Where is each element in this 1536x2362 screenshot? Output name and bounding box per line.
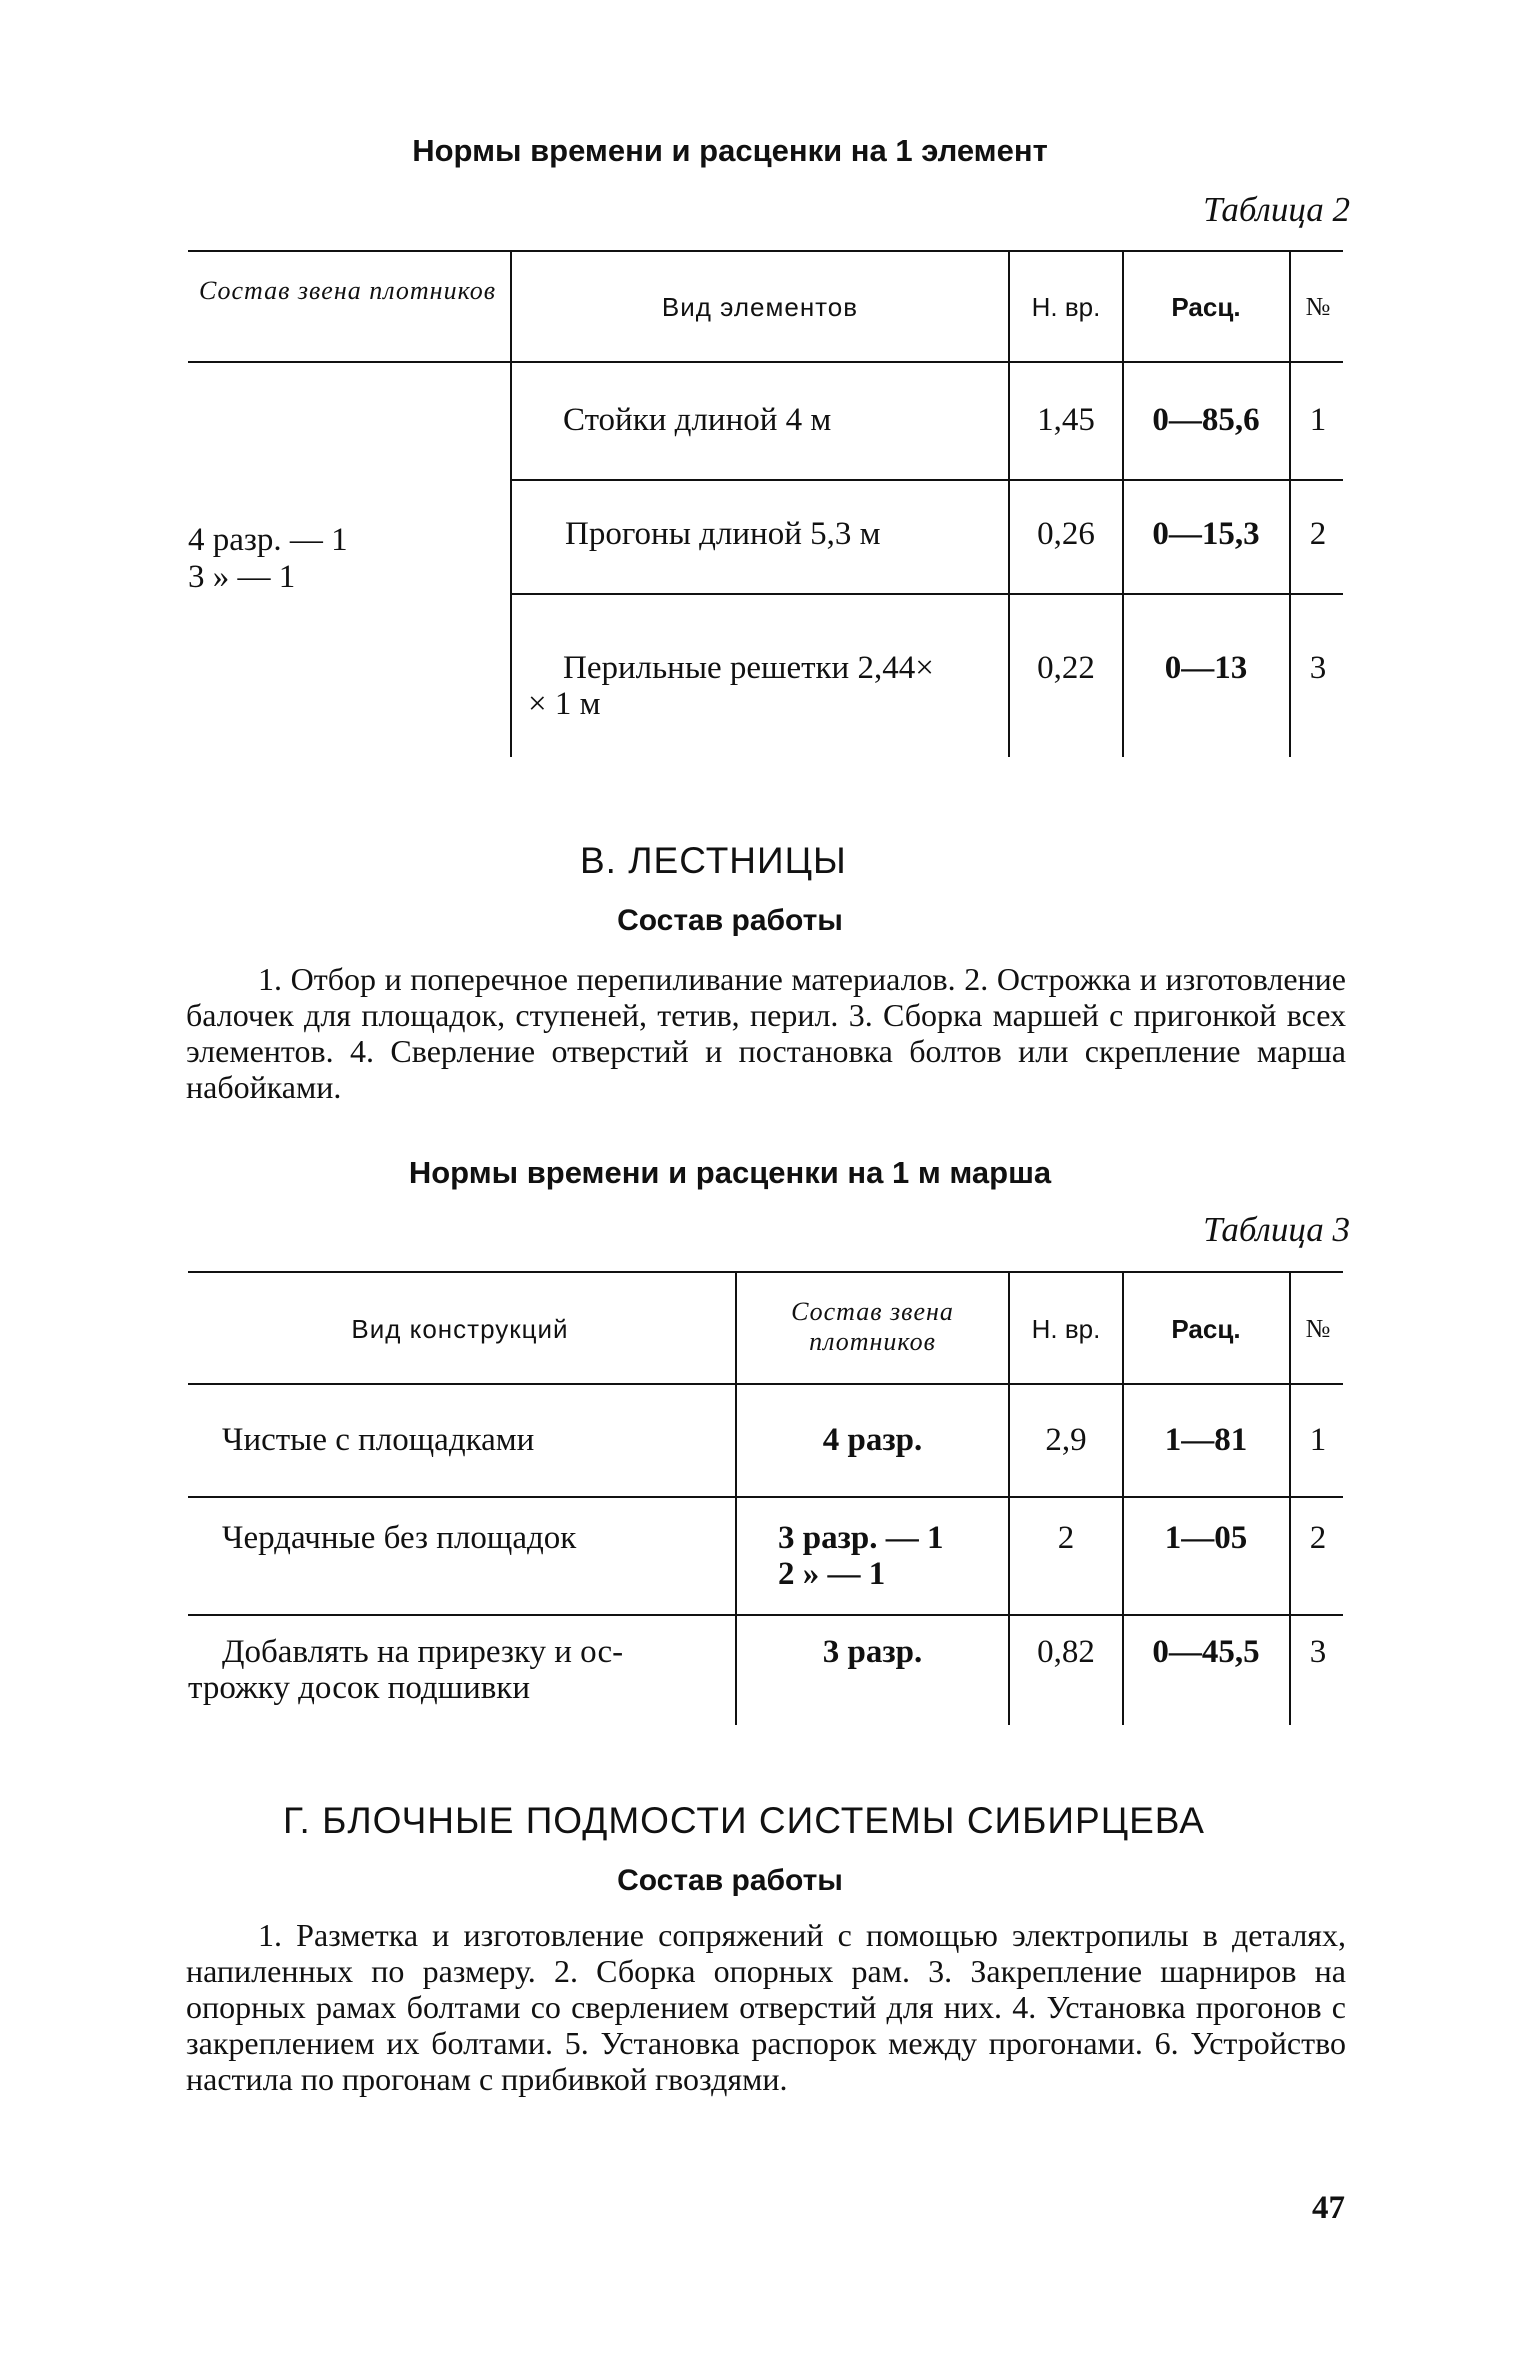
crew-value: 3 разр.	[822, 1634, 923, 1670]
table-rule	[188, 1271, 1343, 1273]
table-divider	[1289, 1273, 1291, 1725]
row-number: 3	[1309, 1634, 1327, 1670]
construction-type: Чердачные без площадок	[222, 1520, 577, 1556]
table-rule	[188, 1614, 1343, 1616]
table-rule	[512, 593, 1343, 595]
table-divider	[735, 1273, 737, 1725]
crew-value: 4 разр.	[822, 1422, 923, 1458]
rate-value: 0—13	[1164, 650, 1248, 686]
table-divider	[1008, 252, 1010, 757]
crew-line: 3 разр. — 1	[778, 1520, 944, 1556]
table-divider	[510, 252, 512, 757]
norm-value: 0,26	[1037, 516, 1095, 552]
table-divider	[1122, 252, 1124, 757]
norm-value: 0,82	[1037, 1634, 1095, 1670]
col-header-crew: Состав звена плотников	[198, 276, 497, 305]
table-rule	[188, 250, 1343, 252]
col-header-element: Вид элементов	[661, 292, 859, 322]
norm-value: 2	[1057, 1520, 1075, 1556]
element-name: Прогоны длиной 5,3 м	[565, 516, 881, 552]
table-rule	[188, 1496, 1343, 1498]
row-number: 1	[1309, 402, 1327, 438]
table-divider	[1289, 252, 1291, 757]
norm-value: 2,9	[1045, 1422, 1087, 1458]
rate-value: 0—45,5	[1152, 1634, 1260, 1670]
table3-label: Таблица 3	[1203, 1210, 1350, 1249]
table2-label: Таблица 2	[1203, 190, 1350, 229]
table-divider	[1122, 1273, 1124, 1725]
col-header-num: №	[1305, 1314, 1331, 1343]
element-name: Стойки длиной 4 м	[563, 402, 832, 438]
crew-line: 4 разр. — 1	[188, 522, 348, 558]
table-rule	[512, 479, 1343, 481]
row-number: 2	[1309, 1520, 1327, 1556]
row-number: 2	[1309, 516, 1327, 552]
table-divider	[1008, 1273, 1010, 1725]
col-header-rate: Расц.	[1171, 292, 1241, 322]
element-name-cont: × 1 м	[528, 686, 601, 722]
crew-line: 2 » — 1	[778, 1556, 886, 1592]
col-header-crew: Состав звена плотников	[791, 1297, 954, 1356]
table2-heading: Нормы времени и расценки на 1 элемент	[412, 133, 1048, 168]
construction-type: Чистые с площадками	[222, 1422, 535, 1458]
section-g-subtitle: Состав работы	[617, 1864, 843, 1897]
construction-type: Добавлять на прирезку и ос-	[222, 1634, 624, 1670]
col-header-type: Вид конструкций	[351, 1314, 569, 1344]
page-number: 47	[1312, 2190, 1345, 2226]
section-g-title: Г. БЛОЧНЫЕ ПОДМОСТИ СИСТЕМЫ СИБИРЦЕВА	[283, 1800, 1205, 1841]
section-v-title: В. ЛЕСТНИЦЫ	[580, 840, 847, 881]
col-header-norm: Н. вр.	[1031, 292, 1101, 322]
section-v-subtitle: Состав работы	[617, 904, 843, 937]
rate-value: 1—05	[1164, 1520, 1248, 1556]
rate-value: 0—85,6	[1152, 402, 1260, 438]
construction-type-cont: трожку досок подшивки	[188, 1670, 531, 1706]
col-header-rate: Расц.	[1171, 1314, 1241, 1344]
rate-value: 1—81	[1164, 1422, 1248, 1458]
norm-value: 1,45	[1037, 402, 1095, 438]
norm-value: 0,22	[1037, 650, 1095, 686]
section-v-text: 1. Отбор и поперечное перепиливание материалов. 2. Острожка и изготовление балочек для площадок, ступеней, тетив, перил. 3. Сборка маршей с пригонкой всех элементов. 4. Сверление отверстий и постановка болтов или скрепление марша набойками.	[186, 961, 1346, 1105]
table-rule	[188, 1383, 1343, 1385]
section-g-text: 1. Разметка и изготовление сопряжений с помощью электропилы в деталях, напиленных по размеру. 2. Сборка опорных рам. 3. Закрепление шарниров на опорных рамах болтами со сверлением отверстий для них. 4. Установка прогонов с закреплением их болтами. 5. Установка распорок между прогонами. 6. Устройство настила по прогонам с прибивкой гвоздями.	[186, 1917, 1346, 2097]
table-rule	[188, 361, 1343, 363]
col-header-num: №	[1305, 292, 1331, 321]
element-name: Перильные решетки 2,44×	[563, 650, 934, 686]
row-number: 3	[1309, 650, 1327, 686]
table3-heading: Нормы времени и расценки на 1 м марша	[408, 1155, 1052, 1190]
row-number: 1	[1309, 1422, 1327, 1458]
crew-line: 3 » — 1	[188, 559, 296, 595]
col-header-norm: Н. вр.	[1031, 1314, 1101, 1344]
rate-value: 0—15,3	[1152, 516, 1260, 552]
